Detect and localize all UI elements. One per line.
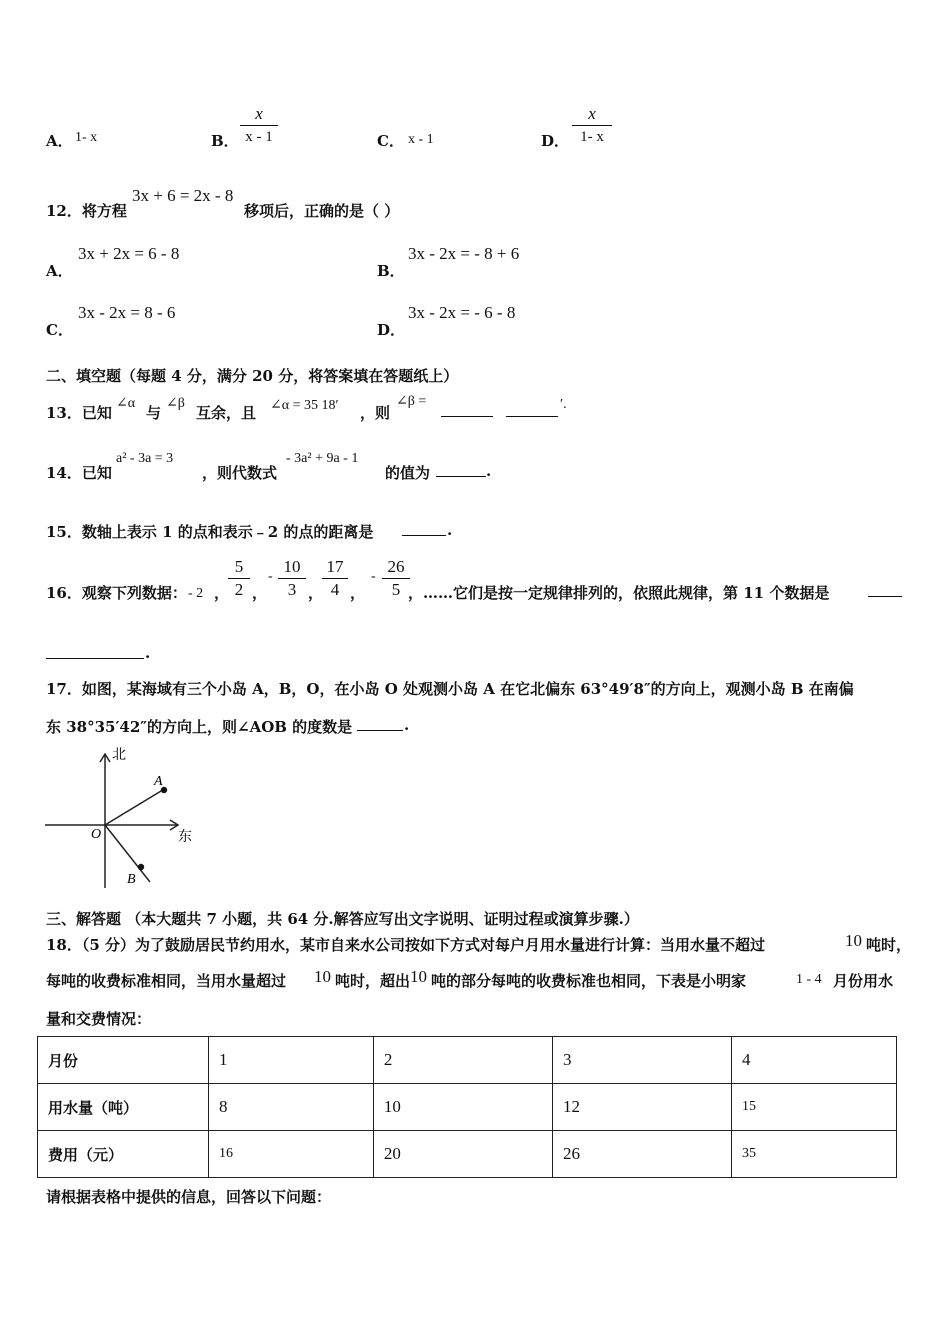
point-b-label: B (127, 872, 136, 887)
table-cell: 3 (552, 1037, 731, 1084)
fraction-bar (278, 578, 306, 579)
q18-n10-a: 10 (845, 931, 862, 950)
table-row (38, 1037, 897, 1084)
q13-value: ∠α = 35 18′ (270, 398, 339, 413)
q11-option-c-label: C． (377, 132, 404, 150)
q16-sep-2: ， (252, 584, 268, 602)
q13-answer-blank-1[interactable] (441, 402, 493, 421)
q18-line-3: 量和交费情况： (46, 1010, 152, 1028)
table-cell: 2 (373, 1037, 552, 1084)
section-3-title: 三、解答题 （本大题共 7 小题，共 64 分.解答应写出文字说明、证明过程或演算步骤.） (46, 910, 639, 928)
q14-condition: a² - 3a = 3 (116, 451, 174, 466)
fraction-denominator: 1- x (580, 129, 604, 145)
origin-label: O (91, 827, 102, 842)
q16-sep-3: ， (308, 584, 324, 602)
q14-expression: - 3a² + 9a - 1 (286, 451, 359, 466)
point-a-label: A (154, 774, 163, 789)
fraction-bar (228, 578, 250, 579)
q18-n10-b: 10 (314, 967, 331, 986)
ray-oa (105, 788, 166, 825)
q11-option-b-fraction (240, 104, 278, 147)
fraction-bar (382, 578, 410, 579)
q16-sep-4: ， (350, 584, 366, 602)
table-row-label: 费用（元） (38, 1131, 209, 1178)
fraction-bar (322, 578, 348, 579)
q15-text: 15．数轴上表示 1 的点和表示﹣2 的点的距离是 (46, 523, 374, 541)
q14-suffix: 的值为 (385, 464, 431, 482)
table-row-label: 用水量（吨） (38, 1084, 209, 1131)
q12-option-c-expr: 3x - 2x = 8 - 6 (78, 303, 176, 322)
east-label: 东 (178, 829, 192, 845)
fraction-numerator: 10 (283, 557, 301, 576)
fraction-numerator: 5 (234, 557, 244, 576)
q18-line-1: 18．（5 分）为了鼓励居民节约用水，某市自来水公司按如下方式对每户月用水量进行计算：当用水量不超过 (46, 936, 766, 954)
fraction-numerator: 26 (387, 557, 405, 576)
fraction-denominator: 3 (287, 580, 297, 599)
table-cell: 26 (552, 1131, 731, 1178)
q17-line-2: 东 38°35′42″的方向上，则∠AOB 的度数是 (46, 718, 353, 736)
q12-suffix: 移项后，正确的是（ ） (244, 202, 400, 220)
q13-prefix: 13．已知 (46, 404, 112, 422)
q18-n10-c: 10 (410, 967, 427, 986)
q14-end: . (486, 462, 492, 480)
q18-line-2b: 吨时，超出 (335, 972, 411, 990)
q12-option-c-label: C． (46, 321, 73, 339)
q16-term-4 (322, 557, 348, 600)
q16-term-1: - 2 (188, 586, 204, 601)
q11-option-d-label: D． (541, 132, 570, 150)
q16-sep-1: ， (214, 584, 230, 602)
fraction-numerator: x (588, 104, 596, 123)
table-cell: 10 (373, 1084, 552, 1131)
fraction-denominator: 5 (391, 580, 401, 599)
q13-tail: ′. (560, 397, 567, 412)
fraction-numerator: 17 (326, 557, 344, 576)
q13-angle-alpha: ∠α (116, 396, 136, 411)
q12-option-d-expr: 3x - 2x = - 6 - 8 (408, 303, 516, 322)
q16-prefix: 16．观察下列数据： (46, 584, 187, 602)
q11-option-c-expr: x - 1 (408, 132, 434, 147)
q11-option-a-label: A． (46, 132, 73, 150)
fraction-numerator: x (255, 104, 263, 123)
q18-line-2a: 每吨的收费标准相同，当用水量超过 (46, 972, 287, 990)
q13-answer-blank-2[interactable] (506, 402, 558, 421)
q18-line-1-end: 吨时， (866, 936, 912, 954)
q12-option-b-expr: 3x - 2x = - 8 + 6 (408, 244, 520, 263)
table-cell: 20 (373, 1131, 552, 1178)
north-label: 北 (112, 747, 126, 763)
q13-then: ，则 (360, 404, 391, 422)
q13-angle-beta: ∠β (166, 396, 185, 411)
compass-figure (40, 740, 210, 892)
q18-line-2c: 吨的部分每吨的收费标准也相同，下表是小明家 (431, 972, 747, 990)
q17-answer-blank[interactable] (357, 716, 403, 735)
q15-end: . (447, 521, 453, 539)
table-cell: 12 (552, 1084, 731, 1131)
q12-option-d-label: D． (377, 321, 406, 339)
q11-option-a-expr: 1- x (75, 130, 98, 145)
table-cell: 8 (209, 1084, 374, 1131)
table-cell: 35 (732, 1131, 897, 1178)
table-cell: 16 (209, 1131, 374, 1178)
point-b (138, 864, 144, 870)
fraction-bar (572, 125, 612, 126)
q16-term-5 (382, 557, 410, 600)
table-row (38, 1084, 897, 1131)
q17-end: . (404, 716, 410, 734)
q12-option-a-label: A． (46, 262, 73, 280)
table-row-label: 月份 (38, 1037, 209, 1084)
q15-answer-blank[interactable] (402, 521, 446, 540)
q18-after-table: 请根据表格中提供的信息，回答以下问题： (46, 1188, 332, 1206)
q18-line-2d: 月份用水 (833, 972, 894, 990)
q16-term-3-sign: - (268, 569, 273, 584)
fraction-bar (240, 125, 278, 126)
q14-prefix: 14．已知 (46, 464, 112, 482)
section-2-title: 二、填空题（每题 4 分，满分 20 分，将答案填在答题纸上） (46, 367, 459, 385)
q13-and: 与 (146, 404, 162, 422)
q12-option-a-expr: 3x + 2x = 6 - 8 (78, 244, 180, 263)
q16-suffix: ，……它们是按一定规律排列的，依照此规律，第 11 个数据是 (408, 584, 830, 602)
table-cell: 1 (209, 1037, 374, 1084)
q18-range: 1 - 4 (796, 972, 822, 987)
q17-line-1: 17．如图，某海域有三个小岛 A，B，O，在小岛 O 处观测小岛 A 在它北偏东 63°49′8″的方向上，观测小岛 B 在南偏 (46, 680, 854, 698)
q13-mid: 互余，且 (196, 404, 257, 422)
q12-equation: 3x + 6 = 2x - 8 (132, 186, 234, 205)
q14-mid: ，则代数式 (202, 464, 278, 482)
q16-answer-blank-b[interactable] (46, 644, 144, 663)
table-row (38, 1131, 897, 1178)
q16-term-5-sign: - (371, 569, 376, 584)
q12-option-b-label: B． (377, 262, 405, 280)
q11-option-b-label: B． (211, 132, 239, 150)
q16-term-2 (228, 557, 250, 600)
water-usage-table (37, 1036, 897, 1178)
q11-option-d-fraction (572, 104, 612, 147)
table-cell: 4 (732, 1037, 897, 1084)
q16-end: . (145, 644, 151, 662)
fraction-denominator: 2 (234, 580, 244, 599)
fraction-denominator: 4 (330, 580, 340, 599)
fraction-denominator: x - 1 (245, 129, 273, 145)
q16-term-3 (278, 557, 306, 600)
q13-beta-eq: ∠β = (396, 394, 427, 409)
q14-answer-blank[interactable] (436, 462, 486, 481)
q12-number: 12．将方程 (46, 202, 127, 220)
table-cell: 15 (732, 1084, 897, 1131)
q16-answer-blank-a[interactable] (868, 582, 902, 601)
